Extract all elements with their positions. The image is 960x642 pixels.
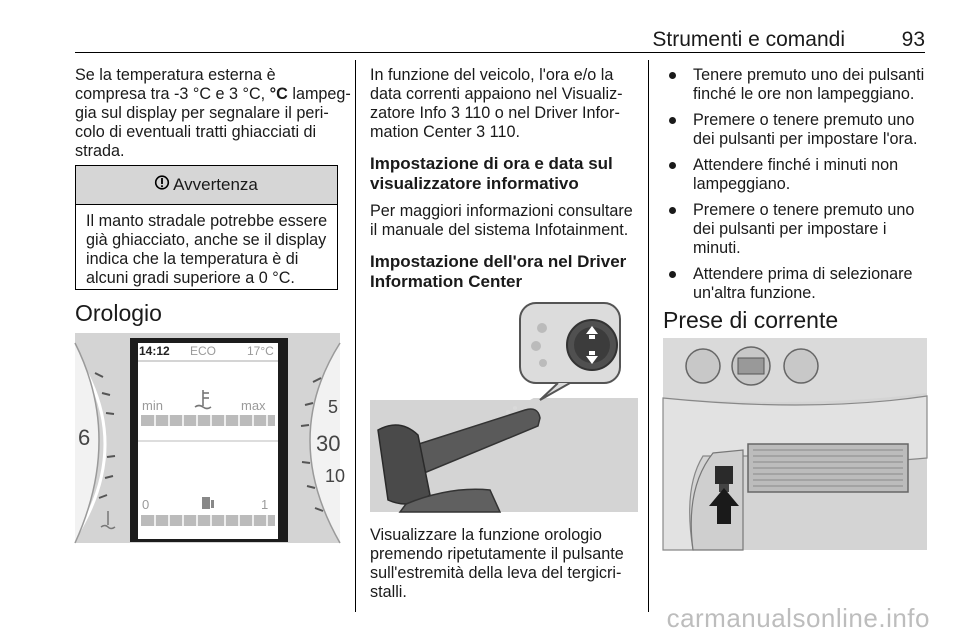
column-divider-1 — [355, 60, 356, 612]
list-item: Premere o tenere premuto uno dei pulsanti per impostare i minuti. — [663, 201, 928, 258]
left-dial-number: 6 — [78, 425, 91, 450]
list-item: Tenere premuto uno dei pulsanti finché le ore non lampeggiano. — [663, 66, 928, 104]
bullet-icon — [669, 117, 676, 124]
power-outlet-figure — [663, 338, 927, 550]
watermark: carmanualsonline.info — [666, 603, 930, 633]
display-fuel-empty: 0 — [142, 497, 150, 512]
column-3 — [663, 66, 928, 310]
right-dial-number-bottom: 10 — [325, 466, 346, 486]
wiper-lever-figure — [370, 300, 638, 512]
running-section-title: Strumenti e comandi — [652, 28, 845, 51]
infotainment-paragraph: Per maggiori informazioni consultare il manuale del sistema Infotainment. — [370, 202, 633, 239]
display-eco: ECO — [190, 344, 217, 358]
bullet-icon — [669, 162, 676, 169]
warning-box — [75, 165, 338, 290]
page-number: 93 — [901, 28, 925, 51]
list-item: Attendere finché i minuti non lampeggiano. — [663, 156, 928, 194]
display-temp: 17°C — [247, 344, 274, 358]
right-dial-number-middle: 30 — [316, 431, 341, 456]
section-title-orologio: Orologio — [75, 300, 162, 326]
list-item: Attendere prima di selezionare un'altra funzione. — [663, 265, 928, 303]
column-divider-2 — [648, 60, 649, 612]
display-min: min — [142, 398, 163, 413]
bullet-icon — [669, 271, 676, 278]
section-title-prese-di-corrente: Prese di corrente — [663, 307, 839, 333]
warning-header — [76, 166, 337, 205]
display-fuel-full: 1 — [261, 497, 269, 512]
wiper-caption: Visualizzare la funzione orologio premendo ripetutamente il pulsante sull'estremità della leva del tergicri- stalli. — [370, 526, 624, 601]
column-1 — [75, 66, 351, 161]
clock-setting-steps — [663, 66, 928, 303]
clock-intro-paragraph: In funzione del veicolo, l'ora e/o la data correnti appaiono nel Visualiz- zatore Info 3 110 o nel Driver Infor- mation Center 3 110. — [370, 66, 623, 141]
column-2 — [370, 66, 638, 292]
display-max: max — [241, 398, 266, 413]
bullet-icon — [669, 72, 676, 79]
subheading-info-display: Impostazione di ora e data sul visualizzatore informativo — [370, 154, 613, 193]
instrument-cluster-figure — [75, 333, 346, 543]
right-dial-number-top: 5 — [328, 397, 339, 417]
temperature-paragraph: Se la temperatura esterna è compresa tra -3 °C e 3 °C, °C lampeg- gia sul display per segnalare il peri- colo di eventuali tratti ghiacciati di strada. — [75, 66, 351, 160]
list-item: Premere o tenere premuto uno dei pulsanti per impostare l'ora. — [663, 111, 928, 149]
display-time: 14:12 — [139, 344, 170, 358]
celsius-symbol: °C — [269, 85, 288, 103]
warning-title: Avvertenza — [173, 175, 258, 194]
warning-icon — [155, 174, 169, 196]
bullet-icon — [669, 207, 676, 214]
page-header — [75, 28, 925, 53]
warning-body: Il manto stradale potrebbe essere già ghiacciato, anche se il display indica che la temperatura è di alcuni gradi superiore a 0 °C. — [86, 212, 328, 287]
subheading-driver-info-center: Impostazione dell'ora nel Driver Information Center — [370, 252, 627, 291]
